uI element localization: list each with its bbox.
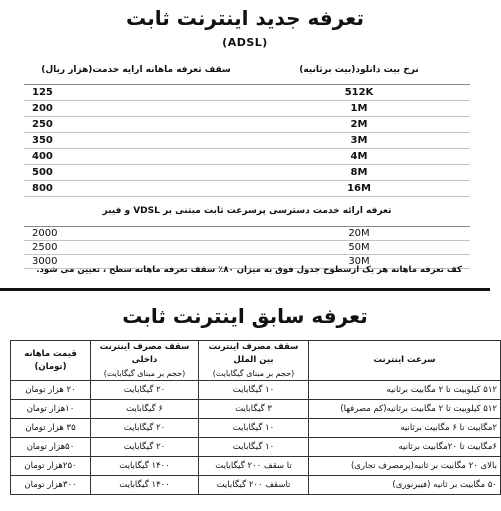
table-row <box>24 226 470 240</box>
speed-cell: ۵۱۲ کیلوبیت تا ۲ مگابیت برثانیه <box>309 381 501 400</box>
table-row <box>24 116 470 132</box>
price-cell: 2000 <box>24 226 248 240</box>
domestic-cell: ۲۰ گیگابایت <box>91 438 199 457</box>
price-column-header: قیمت ماهانه (تومان) <box>11 341 91 381</box>
speed-cell: 2M <box>248 116 470 132</box>
table-row <box>11 419 501 438</box>
speed-cell: ۲مگابیت تا ۶ مگابیت برثانیه <box>309 419 501 438</box>
vdsl-section-heading: تعرفه ارائه خدمت دسترسی پرسرعت ثابت مبتنی بر VDSL و فیبر <box>24 196 470 226</box>
intl-cell: ۱۰ گیگابایت <box>199 381 309 400</box>
domestic-column-header: سقف مصرف اینترنت داخلی (حجم بر مبنای گیگابایت) <box>91 341 199 381</box>
table-row <box>11 476 501 495</box>
old-tariff-table <box>10 340 501 495</box>
table-row <box>11 381 501 400</box>
table-row <box>11 457 501 476</box>
table-row <box>24 240 470 254</box>
table-row <box>24 164 470 180</box>
intl-cell: ۱۰ گیگابایت <box>199 419 309 438</box>
new-tariff-title: تعرفه جدید اینترنت ثابت <box>126 6 364 30</box>
new-tariff-header-row <box>24 56 470 84</box>
section-divider <box>0 288 490 291</box>
table-row <box>24 84 470 100</box>
speed-column-header: سرعت اینترنت <box>309 341 501 381</box>
price-cell: ۵۰هزار تومان <box>11 438 91 457</box>
price-cell: 200 <box>24 100 248 116</box>
table-row <box>24 148 470 164</box>
speed-cell: 20M <box>248 226 470 240</box>
price-cell: 125 <box>24 84 248 100</box>
domestic-cell: ۱۴۰۰ گیگابایت <box>91 457 199 476</box>
domestic-cell: ۲۰ گیگابایت <box>91 419 199 438</box>
price-column-header: سقف تعرفه ماهانه ارایه خدمت(هزار ریال) <box>24 56 248 84</box>
speed-cell: 512K <box>248 84 470 100</box>
intl-unit-note: (حجم بر مبنای گیگابایت) <box>212 369 295 378</box>
old-tariff-header-row <box>11 341 501 381</box>
speed-cell: 50M <box>248 240 470 254</box>
price-cell: ۱۰هزار تومان <box>11 400 91 419</box>
vdsl-section-row <box>24 196 470 226</box>
price-cell: ۲۰ هزار تومان <box>11 381 91 400</box>
speed-cell: 1M <box>248 100 470 116</box>
price-cell: 500 <box>24 164 248 180</box>
price-cell: 800 <box>24 180 248 196</box>
intl-column-header: سقف مصرف اینترنت بین الملل (حجم بر مبنای گیگابایت) <box>199 341 309 381</box>
speed-cell: ۶مگابیت تا ۲۰مگابیت برثانیه <box>309 438 501 457</box>
intl-cell: تا سقف ۲۰۰ گیگابایت <box>199 457 309 476</box>
price-cell: 350 <box>24 132 248 148</box>
new-tariff-subtitle: (ADSL) <box>222 36 268 49</box>
domestic-cell: ۲۰ گیگابایت <box>91 381 199 400</box>
intl-cell: ۱۰ گیگابایت <box>199 438 309 457</box>
intl-cell: ۳ گیگابایت <box>199 400 309 419</box>
footnote: کف تعرفه ماهانه هر یک ازسطوح جدول فوق به میزان ۸۰٪ سقف تعرفه ماهانه سطح ، تعیین می شود. <box>36 265 462 275</box>
speed-column-header: نرخ بیت دانلود(بیت برثانیه) <box>248 56 470 84</box>
price-cell: ۳۵ هزار تومان <box>11 419 91 438</box>
speed-cell: بالای ۲۰ مگابیت بر ثانیه(پرمصرف تجاری) <box>309 457 501 476</box>
domestic-cell: ۶ گیگابایت <box>91 400 199 419</box>
price-cell: 250 <box>24 116 248 132</box>
old-tariff-title: تعرفه سابق اینترنت ثابت <box>122 304 368 328</box>
price-cell: ۲۵۰هزار تومان <box>11 457 91 476</box>
speed-cell: ۵۰ مگابیت بر ثانیه (فیبرنوری) <box>309 476 501 495</box>
table-row <box>11 400 501 419</box>
table-row <box>24 180 470 196</box>
table-row <box>24 100 470 116</box>
table-row <box>24 132 470 148</box>
speed-cell: 16M <box>248 180 470 196</box>
domestic-cell: ۱۴۰۰ گیگابایت <box>91 476 199 495</box>
speed-cell: 3M <box>248 132 470 148</box>
domestic-unit-note: (حجم بر مبنای گیگابایت) <box>103 369 186 378</box>
intl-cell: تاسقف ۲۰۰ گیگابایت <box>199 476 309 495</box>
price-cell: 400 <box>24 148 248 164</box>
price-cell: ۳۰۰هزار تومان <box>11 476 91 495</box>
table-row <box>11 438 501 457</box>
new-tariff-table <box>24 56 470 269</box>
speed-cell: ۵۱۲ کیلوبیت تا ۲ مگابیت برثانیه(کم مصرفها) <box>309 400 501 419</box>
speed-cell: 8M <box>248 164 470 180</box>
price-cell: 2500 <box>24 240 248 254</box>
price-cell: 3000 <box>24 254 248 268</box>
speed-cell: 4M <box>248 148 470 164</box>
speed-cell: 30M <box>248 254 470 268</box>
